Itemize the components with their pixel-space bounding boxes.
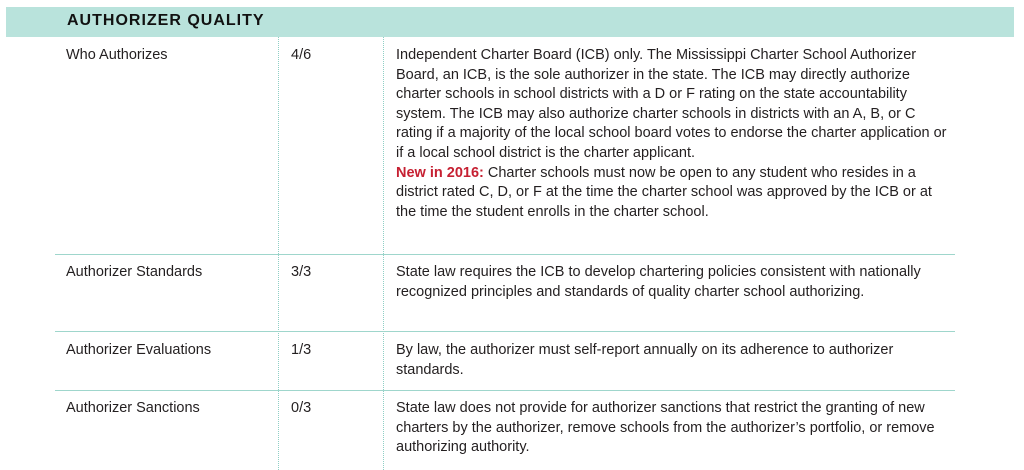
row-divider [55,331,955,332]
new-in-2016-label: New in 2016: [396,164,484,181]
description [396,46,952,222]
new-in-2016-text: Charter schools must now be open to any student who resides in a district rated C, D, or F at the time the charter school was approved by the ICB or at the time the student enrolls in the charter school. [396,164,932,220]
row-divider [55,390,955,391]
description: State law requires the ICB to develop chartering policies consistent with nationally recognized principles and standards of quality charter school authorizing. [396,264,921,300]
description: By law, the authorizer must self-report annually on its adherence to authorizer standards. [396,342,894,378]
score: 0/3 [291,400,312,416]
score: 1/3 [291,342,312,358]
criterion-label: Authorizer Sanctions [66,400,200,416]
section-header [6,7,1014,37]
criterion-label: Who Authorizes [66,47,168,63]
criterion-label: Authorizer Standards [66,264,203,280]
section-title: AUTHORIZER QUALITY [67,12,265,29]
row-divider [55,254,955,255]
score: 4/6 [291,47,312,63]
criterion-label: Authorizer Evaluations [66,342,212,358]
description-text: Independent Charter Board (ICB) only. The Mississippi Charter School Authorizer Board, an ICB, is the sole authorizer in the state. The ICB may directly authorize charter schools in school districts with a D or F rating on the state accountability system. The ICB may also authorize charter schools in districts with an A, B, or C rating if a majority of the local school board votes to endorse the charter application or if a local school district is the charter applicant. [396,47,947,161]
description: State law does not provide for authorizer sanctions that restrict the granting of new charters by the authorizer, remove schools from the authorizer’s portfolio, or remove authorizing authority. [396,400,935,456]
score: 3/3 [291,264,312,280]
